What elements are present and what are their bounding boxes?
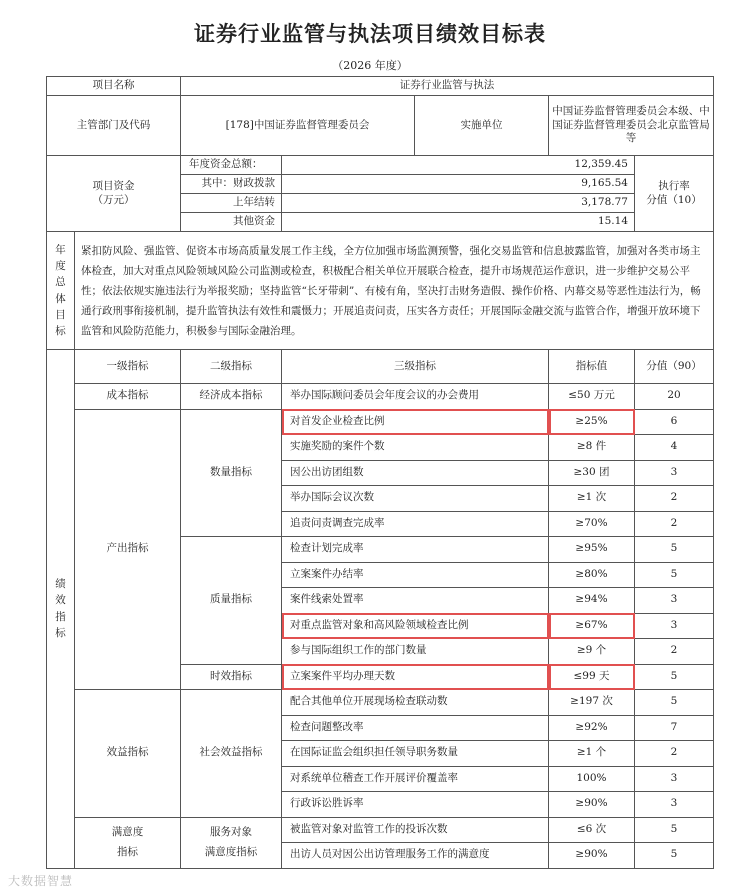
indicators-label: 绩 效 指 标 [47,350,75,869]
indicator-name: 对系统单位稽查工作开展评价覆盖率 [282,766,549,792]
indicator-value: ≥70% [549,511,635,537]
indicator-value: ≥1 个 [549,741,635,767]
indicator-name: 检查计划完成率 [282,537,549,563]
indicator-name: 举办国际顾问委员会年度会议的办会费用 [282,384,549,410]
goal-label: 年 度 总 体 目 标 [47,232,75,350]
level2-quantity: 数量指标 [181,409,282,537]
indicator-score: 5 [635,537,714,563]
dept-label: 主管部门及代码 [47,96,181,156]
indicator-score: 2 [635,511,714,537]
level2-social: 社会效益指标 [181,690,282,818]
indicator-score: 5 [635,562,714,588]
funds-carryover-value: 3,178.77 [282,194,635,213]
indicator-score: 3 [635,766,714,792]
impl-unit-value: 中国证券监督管理委员会本级、中国证券监督管理委员会北京监管局等 [549,96,714,156]
header-score: 分值（90） [635,350,714,384]
project-name-value: 证券行业监管与执法 [181,77,714,96]
level1-satisfaction: 满意度 指标 [75,817,181,868]
indicator-name: 追责问责调查完成率 [282,511,549,537]
indicator-score: 7 [635,715,714,741]
indicator-score: 3 [635,613,714,639]
exec-rate-score: 分值（10） [646,193,702,206]
indicator-value: ≥30 团 [549,460,635,486]
level2-service: 服务对象 满意度指标 [181,817,282,868]
level1-output: 产出指标 [75,409,181,690]
dept-value: [178]中国证券监督管理委员会 [181,96,415,156]
indicator-value: ≥80% [549,562,635,588]
header-value: 指标值 [549,350,635,384]
indicator-name: 行政诉讼胜诉率 [282,792,549,818]
indicator-score: 2 [635,741,714,767]
level2-quality: 质量指标 [181,537,282,665]
goal-text: 紧扣防风险、强监管、促资本市场高质量发展工作主线，全方位加强市场监测预警，强化交易监管和信息披露监管，加强对各类市场主体检查，加大对重点风险领域风险公司监测或检查，积极配合相关单位开展联合检查，提升市场规范运作意识，进一步维护交易公平性；依法依规实施违法行为举报奖励；坚持监管“长牙带刺”、有棱有角，坚决打击财务造假、操作价格、内幕交易等恶性违法行为，畅通行政刑事衔接机制，提升监管执法有效性和震慑力；开展追责问责，压实各方责任；开展国际金融交流与监管合作，增强开放环境下监管和风险防范能力，积极参与国际金融治理。 [75,232,714,350]
indicator-value: 100% [549,766,635,792]
indicator-value: ≥197 次 [549,690,635,716]
indicator-score: 3 [635,792,714,818]
indicator-name: 被监管对象对监管工作的投诉次数 [282,817,549,843]
indicator-value: ≤6 次 [549,817,635,843]
level1-cost: 成本指标 [75,384,181,410]
indicator-name: 因公出访团组数 [282,460,549,486]
level2-econ-cost: 经济成本指标 [181,384,282,410]
indicator-name: 检查问题整改率 [282,715,549,741]
funds-label-cell [47,156,181,232]
funds-other-value: 15.14 [282,213,635,232]
funds-label: 项目资金 [92,179,135,192]
indicator-value: ≥1 次 [549,486,635,512]
indicator-value-highlighted: ≤99 天 [549,664,635,690]
indicator-value: ≥9 个 [549,639,635,665]
indicator-value: ≤50 万元 [549,384,635,410]
indicator-score: 5 [635,843,714,869]
indicator-name: 立案案件办结率 [282,562,549,588]
funds-other-label: 其他资金 [181,213,282,232]
indicator-name: 举办国际会议次数 [282,486,549,512]
indicator-value: ≥95% [549,537,635,563]
year-label: （2026 年度） [332,59,408,72]
exec-rate-cell [635,156,714,232]
indicator-score: 6 [635,409,714,435]
funds-total-value: 12,359.45 [282,156,635,175]
performance-table [46,76,714,869]
indicator-name: 实施奖励的案件个数 [282,435,549,461]
funds-unit: （万元） [92,193,135,206]
indicator-name-highlighted: 对重点监管对象和高风险领域检查比例 [282,613,549,639]
indicator-value: ≥92% [549,715,635,741]
indicator-score: 5 [635,817,714,843]
indicator-name-highlighted: 立案案件平均办理天数 [282,664,549,690]
indicator-name: 参与国际组织工作的部门数量 [282,639,549,665]
indicator-score: 3 [635,588,714,614]
funds-total-label: 年度资金总额： [181,156,282,175]
indicator-value: ≥8 件 [549,435,635,461]
indicator-name: 案件线索处置率 [282,588,549,614]
indicator-score: 5 [635,690,714,716]
funds-carryover-label: 上年结转 [181,194,282,213]
indicator-value-highlighted: ≥67% [549,613,635,639]
header-level3: 三级指标 [282,350,549,384]
indicator-name: 出访人员对因公出访管理服务工作的满意度 [282,843,549,869]
header-level2: 二级指标 [181,350,282,384]
level1-benefit: 效益指标 [75,690,181,818]
funds-fiscal-value: 9,165.54 [282,175,635,194]
impl-unit-label: 实施单位 [415,96,549,156]
page-title: 证券行业监管与执法项目绩效目标表 [194,21,546,46]
exec-rate-label: 执行率 [658,179,690,192]
watermark: 大数据智慧 [8,874,74,888]
indicator-name: 配合其他单位开展现场检查联动数 [282,690,549,716]
indicator-name-highlighted: 对首发企业检查比例 [282,409,549,435]
project-name-label: 项目名称 [47,77,181,96]
header-level1: 一级指标 [75,350,181,384]
funds-fiscal-label: 其中：财政拨款 [181,175,282,194]
indicator-score: 4 [635,435,714,461]
level2-timeliness: 时效指标 [181,664,282,690]
indicator-score: 20 [635,384,714,410]
indicator-value: ≥94% [549,588,635,614]
indicator-name: 在国际证监会组织担任领导职务数量 [282,741,549,767]
indicator-value-highlighted: ≥25% [549,409,635,435]
indicator-score: 2 [635,639,714,665]
indicator-score: 5 [635,664,714,690]
indicator-value: ≥90% [549,792,635,818]
indicator-value: ≥90% [549,843,635,869]
indicator-score: 3 [635,460,714,486]
indicator-score: 2 [635,486,714,512]
